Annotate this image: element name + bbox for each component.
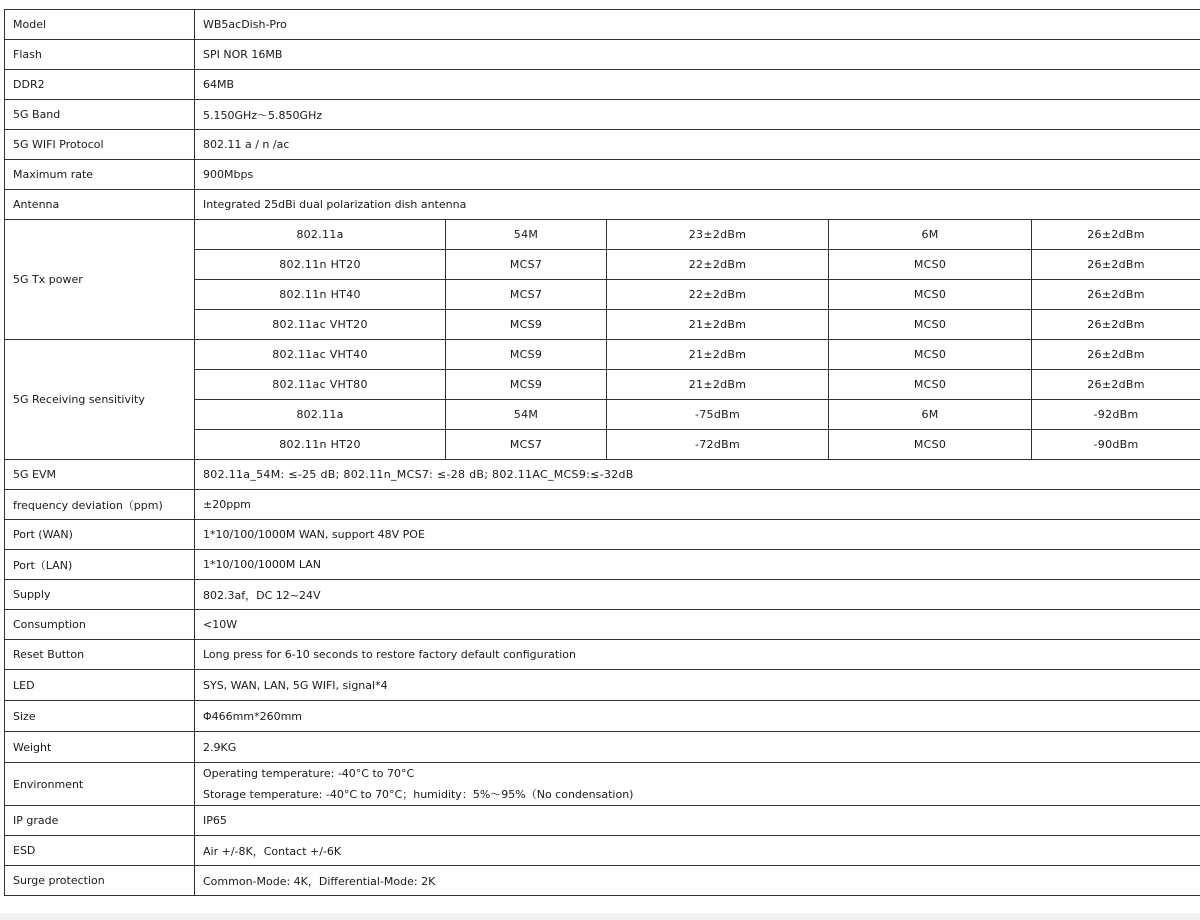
row-value: Φ466mm*260mm bbox=[195, 701, 1200, 732]
row-ip-grade bbox=[5, 806, 1200, 836]
tx-power-high: 22±2dBm bbox=[607, 280, 829, 310]
rx-mode: 802.11ac VHT40 bbox=[195, 340, 446, 370]
tx-mode: 802.11n HT40 bbox=[195, 280, 446, 310]
row-label: Environment bbox=[5, 763, 195, 806]
row-label: Supply bbox=[5, 580, 195, 610]
rx-value-high: 21±2dBm bbox=[607, 370, 829, 400]
rx-value-low: 26±2dBm bbox=[1032, 340, 1200, 370]
row-value: SYS, WAN, LAN, 5G WIFI, signal*4 bbox=[195, 670, 1200, 701]
tx-mode: 802.11n HT20 bbox=[195, 250, 446, 280]
tx-mode: 802.11ac VHT20 bbox=[195, 310, 446, 340]
row-value: Long press for 6-10 seconds to restore factory default configuration bbox=[195, 640, 1200, 670]
rx-mode: 802.11ac VHT80 bbox=[195, 370, 446, 400]
row-label: Size bbox=[5, 701, 195, 732]
row-value: 1*10/100/1000M WAN, support 48V POE bbox=[195, 520, 1200, 550]
row-value: IP65 bbox=[195, 806, 1200, 836]
row-size bbox=[5, 701, 1200, 732]
row-label: Flash bbox=[5, 40, 195, 70]
row-port-lan bbox=[5, 550, 1200, 580]
tx-rate-high: MCS7 bbox=[446, 280, 607, 310]
row-5g-band bbox=[5, 100, 1200, 130]
row-value: 802.11 a / n /ac bbox=[195, 130, 1200, 160]
row-label: Model bbox=[5, 10, 195, 40]
row-value: ±20ppm bbox=[195, 490, 1200, 520]
tx-power-label: 5G Tx power bbox=[5, 220, 195, 340]
row-model bbox=[5, 10, 1200, 40]
row-flash bbox=[5, 40, 1200, 70]
row-label: 5G WIFI Protocol bbox=[5, 130, 195, 160]
row-value: Common-Mode: 4K，Differential-Mode: 2K bbox=[195, 866, 1200, 896]
row-value: <10W bbox=[195, 610, 1200, 640]
rx-value-high: 21±2dBm bbox=[607, 340, 829, 370]
row-label: ESD bbox=[5, 836, 195, 866]
row-port-wan bbox=[5, 520, 1200, 550]
tx-power-low: 26±2dBm bbox=[1032, 250, 1200, 280]
rx-sensitivity-row bbox=[5, 340, 1200, 370]
row-5g-evm bbox=[5, 460, 1200, 490]
tx-rate-high: 54M bbox=[446, 220, 607, 250]
row-label: DDR2 bbox=[5, 70, 195, 100]
environment-operating: Operating temperature: -40°C to 70°C bbox=[203, 767, 415, 780]
row-frequency-deviation bbox=[5, 490, 1200, 520]
row-led bbox=[5, 670, 1200, 701]
tx-power-high: 23±2dBm bbox=[607, 220, 829, 250]
row-value: Integrated 25dBi dual polarization dish antenna bbox=[195, 190, 1200, 220]
tx-rate-high: MCS7 bbox=[446, 250, 607, 280]
row-value bbox=[195, 763, 1200, 806]
rx-mode: 802.11n HT20 bbox=[195, 430, 446, 460]
row-label: Weight bbox=[5, 732, 195, 763]
page-bottom-band bbox=[0, 913, 1200, 920]
row-label: Surge protection bbox=[5, 866, 195, 896]
rx-rate-low: MCS0 bbox=[829, 340, 1032, 370]
rx-rate-low: 6M bbox=[829, 400, 1032, 430]
row-value: 900Mbps bbox=[195, 160, 1200, 190]
row-5g-wifi-protocol bbox=[5, 130, 1200, 160]
row-environment bbox=[5, 763, 1200, 806]
row-weight bbox=[5, 732, 1200, 763]
row-consumption bbox=[5, 610, 1200, 640]
row-value: 802.3af，DC 12~24V bbox=[195, 580, 1200, 610]
row-maximum-rate bbox=[5, 160, 1200, 190]
row-value: Air +/-8K，Contact +/-6K bbox=[195, 836, 1200, 866]
tx-power-row bbox=[5, 220, 1200, 250]
tx-rate-low: MCS0 bbox=[829, 280, 1032, 310]
rx-sensitivity-label: 5G Receiving sensitivity bbox=[5, 340, 195, 460]
row-label: Port（LAN) bbox=[5, 550, 195, 580]
rx-mode: 802.11a bbox=[195, 400, 446, 430]
row-value: 802.11a_54M: ≤-25 dB; 802.11n_MCS7: ≤-28 dB; 802.11AC_MCS9:≤-32dB bbox=[195, 460, 1200, 490]
rx-rate-low: MCS0 bbox=[829, 430, 1032, 460]
row-label: 5G Band bbox=[5, 100, 195, 130]
rx-rate-high: 54M bbox=[446, 400, 607, 430]
row-label: Maximum rate bbox=[5, 160, 195, 190]
row-label: frequency deviation（ppm) bbox=[5, 490, 195, 520]
row-ddr2 bbox=[5, 70, 1200, 100]
rx-value-low: -90dBm bbox=[1032, 430, 1200, 460]
row-value: 2.9KG bbox=[195, 732, 1200, 763]
environment-storage: Storage temperature: -40°C to 70°C；humidity：5%～95%（No condensation) bbox=[203, 788, 634, 801]
spec-table bbox=[4, 9, 1200, 896]
row-label: 5G EVM bbox=[5, 460, 195, 490]
tx-power-low: 26±2dBm bbox=[1032, 280, 1200, 310]
tx-power-high: 22±2dBm bbox=[607, 250, 829, 280]
tx-power-low: 26±2dBm bbox=[1032, 220, 1200, 250]
row-label: Port (WAN) bbox=[5, 520, 195, 550]
tx-rate-low: 6M bbox=[829, 220, 1032, 250]
row-label: Reset Button bbox=[5, 640, 195, 670]
spec-table-container bbox=[4, 9, 1200, 896]
row-value: WB5acDish-Pro bbox=[195, 10, 1200, 40]
row-label: LED bbox=[5, 670, 195, 701]
tx-rate-high: MCS9 bbox=[446, 310, 607, 340]
rx-value-low: -92dBm bbox=[1032, 400, 1200, 430]
row-value: 1*10/100/1000M LAN bbox=[195, 550, 1200, 580]
row-surge-protection bbox=[5, 866, 1200, 896]
row-esd bbox=[5, 836, 1200, 866]
row-value: SPI NOR 16MB bbox=[195, 40, 1200, 70]
row-label: IP grade bbox=[5, 806, 195, 836]
row-label: Consumption bbox=[5, 610, 195, 640]
row-supply bbox=[5, 580, 1200, 610]
rx-rate-high: MCS9 bbox=[446, 340, 607, 370]
rx-rate-high: MCS7 bbox=[446, 430, 607, 460]
row-value: 5.150GHz～5.850GHz bbox=[195, 100, 1200, 130]
rx-value-high: -75dBm bbox=[607, 400, 829, 430]
tx-power-high: 21±2dBm bbox=[607, 310, 829, 340]
row-reset-button bbox=[5, 640, 1200, 670]
rx-rate-low: MCS0 bbox=[829, 370, 1032, 400]
row-value: 64MB bbox=[195, 70, 1200, 100]
tx-rate-low: MCS0 bbox=[829, 250, 1032, 280]
tx-mode: 802.11a bbox=[195, 220, 446, 250]
rx-rate-high: MCS9 bbox=[446, 370, 607, 400]
tx-rate-low: MCS0 bbox=[829, 310, 1032, 340]
row-label: Antenna bbox=[5, 190, 195, 220]
tx-power-low: 26±2dBm bbox=[1032, 310, 1200, 340]
row-antenna bbox=[5, 190, 1200, 220]
rx-value-low: 26±2dBm bbox=[1032, 370, 1200, 400]
rx-value-high: -72dBm bbox=[607, 430, 829, 460]
